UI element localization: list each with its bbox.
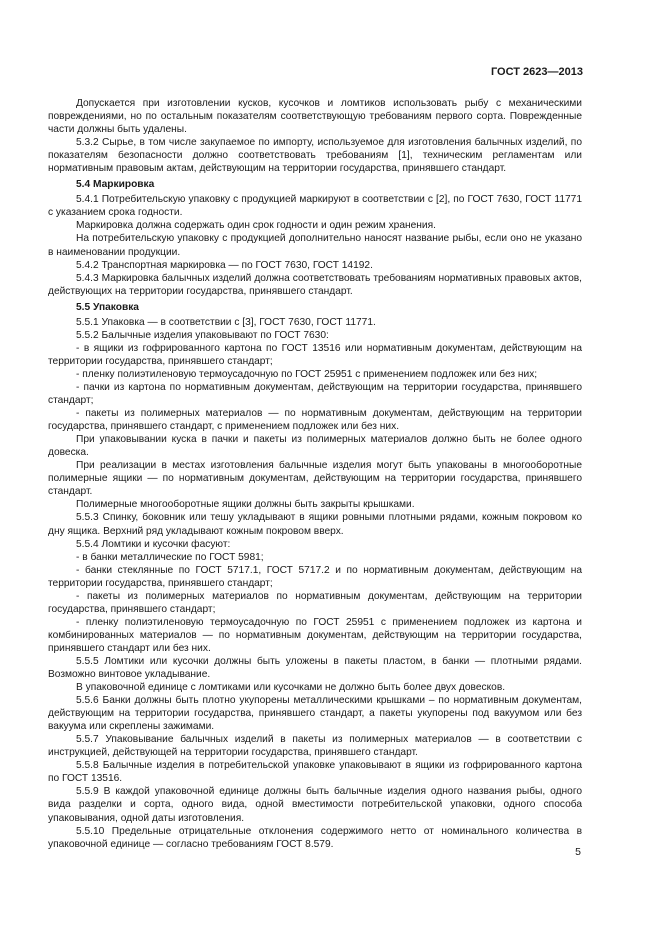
paragraph: 5.4.3 Маркировка балычных изделий должна соответствовать требованиям нормативных правовых актов, действующих на территории государства, принявшего стандарт. — [48, 272, 582, 297]
paragraph: 5.5.3 Спинку, боковник или тешу укладывают в ящики ровными плотными рядами, кожным покровом ко дну ящика. Верхний ряд укладывают кожным покровом вверх. — [48, 512, 582, 537]
list-item: - в банки металлические по ГОСТ 5981; — [76, 551, 264, 563]
paragraph: При реализации в местах изготовления балычные изделия могут быть упакованы в многооборотные полимерные ящики — по нормативным документам, действующим на территории государства, принявшего стандарт. — [48, 460, 582, 498]
page-number: 5 — [575, 846, 581, 858]
paragraph: 5.4.1 Потребительскую упаковку с продукцией маркируют в соответствии с [2], по ГОСТ 7630, ГОСТ 11771 с указанием срока годности. — [48, 194, 582, 219]
list-item: - пачки из картона по нормативным документам, действующим на территории государства, принявшего стандарт; — [48, 381, 582, 407]
paragraph: 5.5.1 Упаковка — в соответствии с [3], ГОСТ 7630, ГОСТ 11771. — [76, 316, 376, 328]
paragraph: Полимерные многооборотные ящики должны быть закрыты крышками. — [76, 499, 415, 511]
list-item: - пленку полиэтиленовую термоусадочную по ГОСТ 25951 с применением подложек или без них; — [76, 368, 538, 380]
paragraph: 5.5.9 В каждой упаковочной единице должны быть балычные изделия одного названия рыбы, одного вида разделки и сорта, одного вида, одной вместимости потребительской упаковки, одного способа упаковывания, одной даты изготовления. — [48, 786, 582, 824]
paragraph: 5.5.10 Предельные отрицательные отклонения содержимого нетто от номинального количества в упаковочной единице — согласно требованиям ГОСТ 8.579. — [48, 825, 582, 850]
paragraph: На потребительскую упаковку с продукцией дополнительно наносят название рыбы, если оно не указано в наименовании продукции. — [48, 233, 582, 258]
paragraph: 5.3.2 Сырье, в том числе закупаемое по импорту, используемое для изготовления балычных изделий, по показателям безопасности должно соответствовать требованиям [1], техническим регламентам или нормативным правовым актам, действующим на территории государства, принявшего стандарт. — [48, 137, 582, 175]
list-item: - банки стеклянные по ГОСТ 5717.1, ГОСТ 5717.2 и по нормативным документам, действующим на территории государства, принявшего стандарт; — [48, 564, 582, 589]
list-item: - пленку полиэтиленовую термоусадочную по ГОСТ 25951 с применением подложек из картона и комбинированных материалов — по нормативным документам, действующим на территории государства, принявшего стандарт или без них. — [48, 616, 582, 654]
list-item: - в ящики из гофрированного картона по ГОСТ 13516 или нормативным документам, действующим на территории государства, принявшего стандарт; — [48, 342, 582, 367]
list-item: - пакеты из полимерных материалов — по нормативным документам, действующим на территории государства, принявшего стандарт, с применением подложек или без них. — [48, 408, 582, 433]
section-heading-marking: 5.4 Маркировка — [76, 179, 155, 191]
paragraph: 5.5.2 Балычные изделия упаковывают по ГОСТ 7630: — [76, 329, 329, 341]
paragraph: 5.4.2 Транспортная маркировка — по ГОСТ 7630, ГОСТ 14192. — [76, 259, 373, 271]
paragraph: 5.5.5 Ломтики или кусочки должны быть уложены в пакеты пластом, в банки — плотными рядами. Возможно винтовое укладывание. — [48, 655, 582, 681]
paragraph: Допускается при изготовлении кусков, кусочков и ломтиков использовать рыбу с механическими повреждениями, но по остальным показателям соответствующую требованиям первого сорта. Поврежденные части должны быть удалены. — [48, 98, 582, 136]
paragraph: 5.5.6 Банки должны быть плотно укупорены металлическими крышками – по нормативным документам, действующим на территории государства, принявшего стандарт, а пакеты укупорены под вакуумом или без вакуума или скреплены зажимами. — [48, 695, 582, 733]
paragraph: 5.5.7 Упаковывание балычных изделий в пакеты из полимерных материалов — в соответствии с инструкцией, действующей на территории государства, принявшего стандарт. — [48, 734, 582, 759]
section-heading-packaging: 5.5 Упаковка — [76, 301, 139, 313]
paragraph: При упаковывании куска в пачки и пакеты из полимерных материалов должно быть не более одного довеска. — [48, 434, 582, 459]
document-code-header: ГОСТ 2623—2013 — [490, 66, 583, 78]
document-body — [48, 97, 582, 851]
paragraph: 5.5.8 Балычные изделия в потребительской упаковке упаковывают в ящики из гофрированного картона по ГОСТ 13516. — [48, 760, 582, 785]
paragraph: Маркировка должна содержать один срок годности и один режим хранения. — [76, 220, 436, 232]
paragraph: 5.5.4 Ломтики и кусочки фасуют: — [76, 538, 231, 550]
list-item: - пакеты из полимерных материалов по нормативным документам, действующим на территории государства, принявшего стандарт; — [48, 590, 582, 615]
paragraph: В упаковочной единице с ломтиками или кусочками не должно быть более двух довесков. — [76, 682, 506, 694]
